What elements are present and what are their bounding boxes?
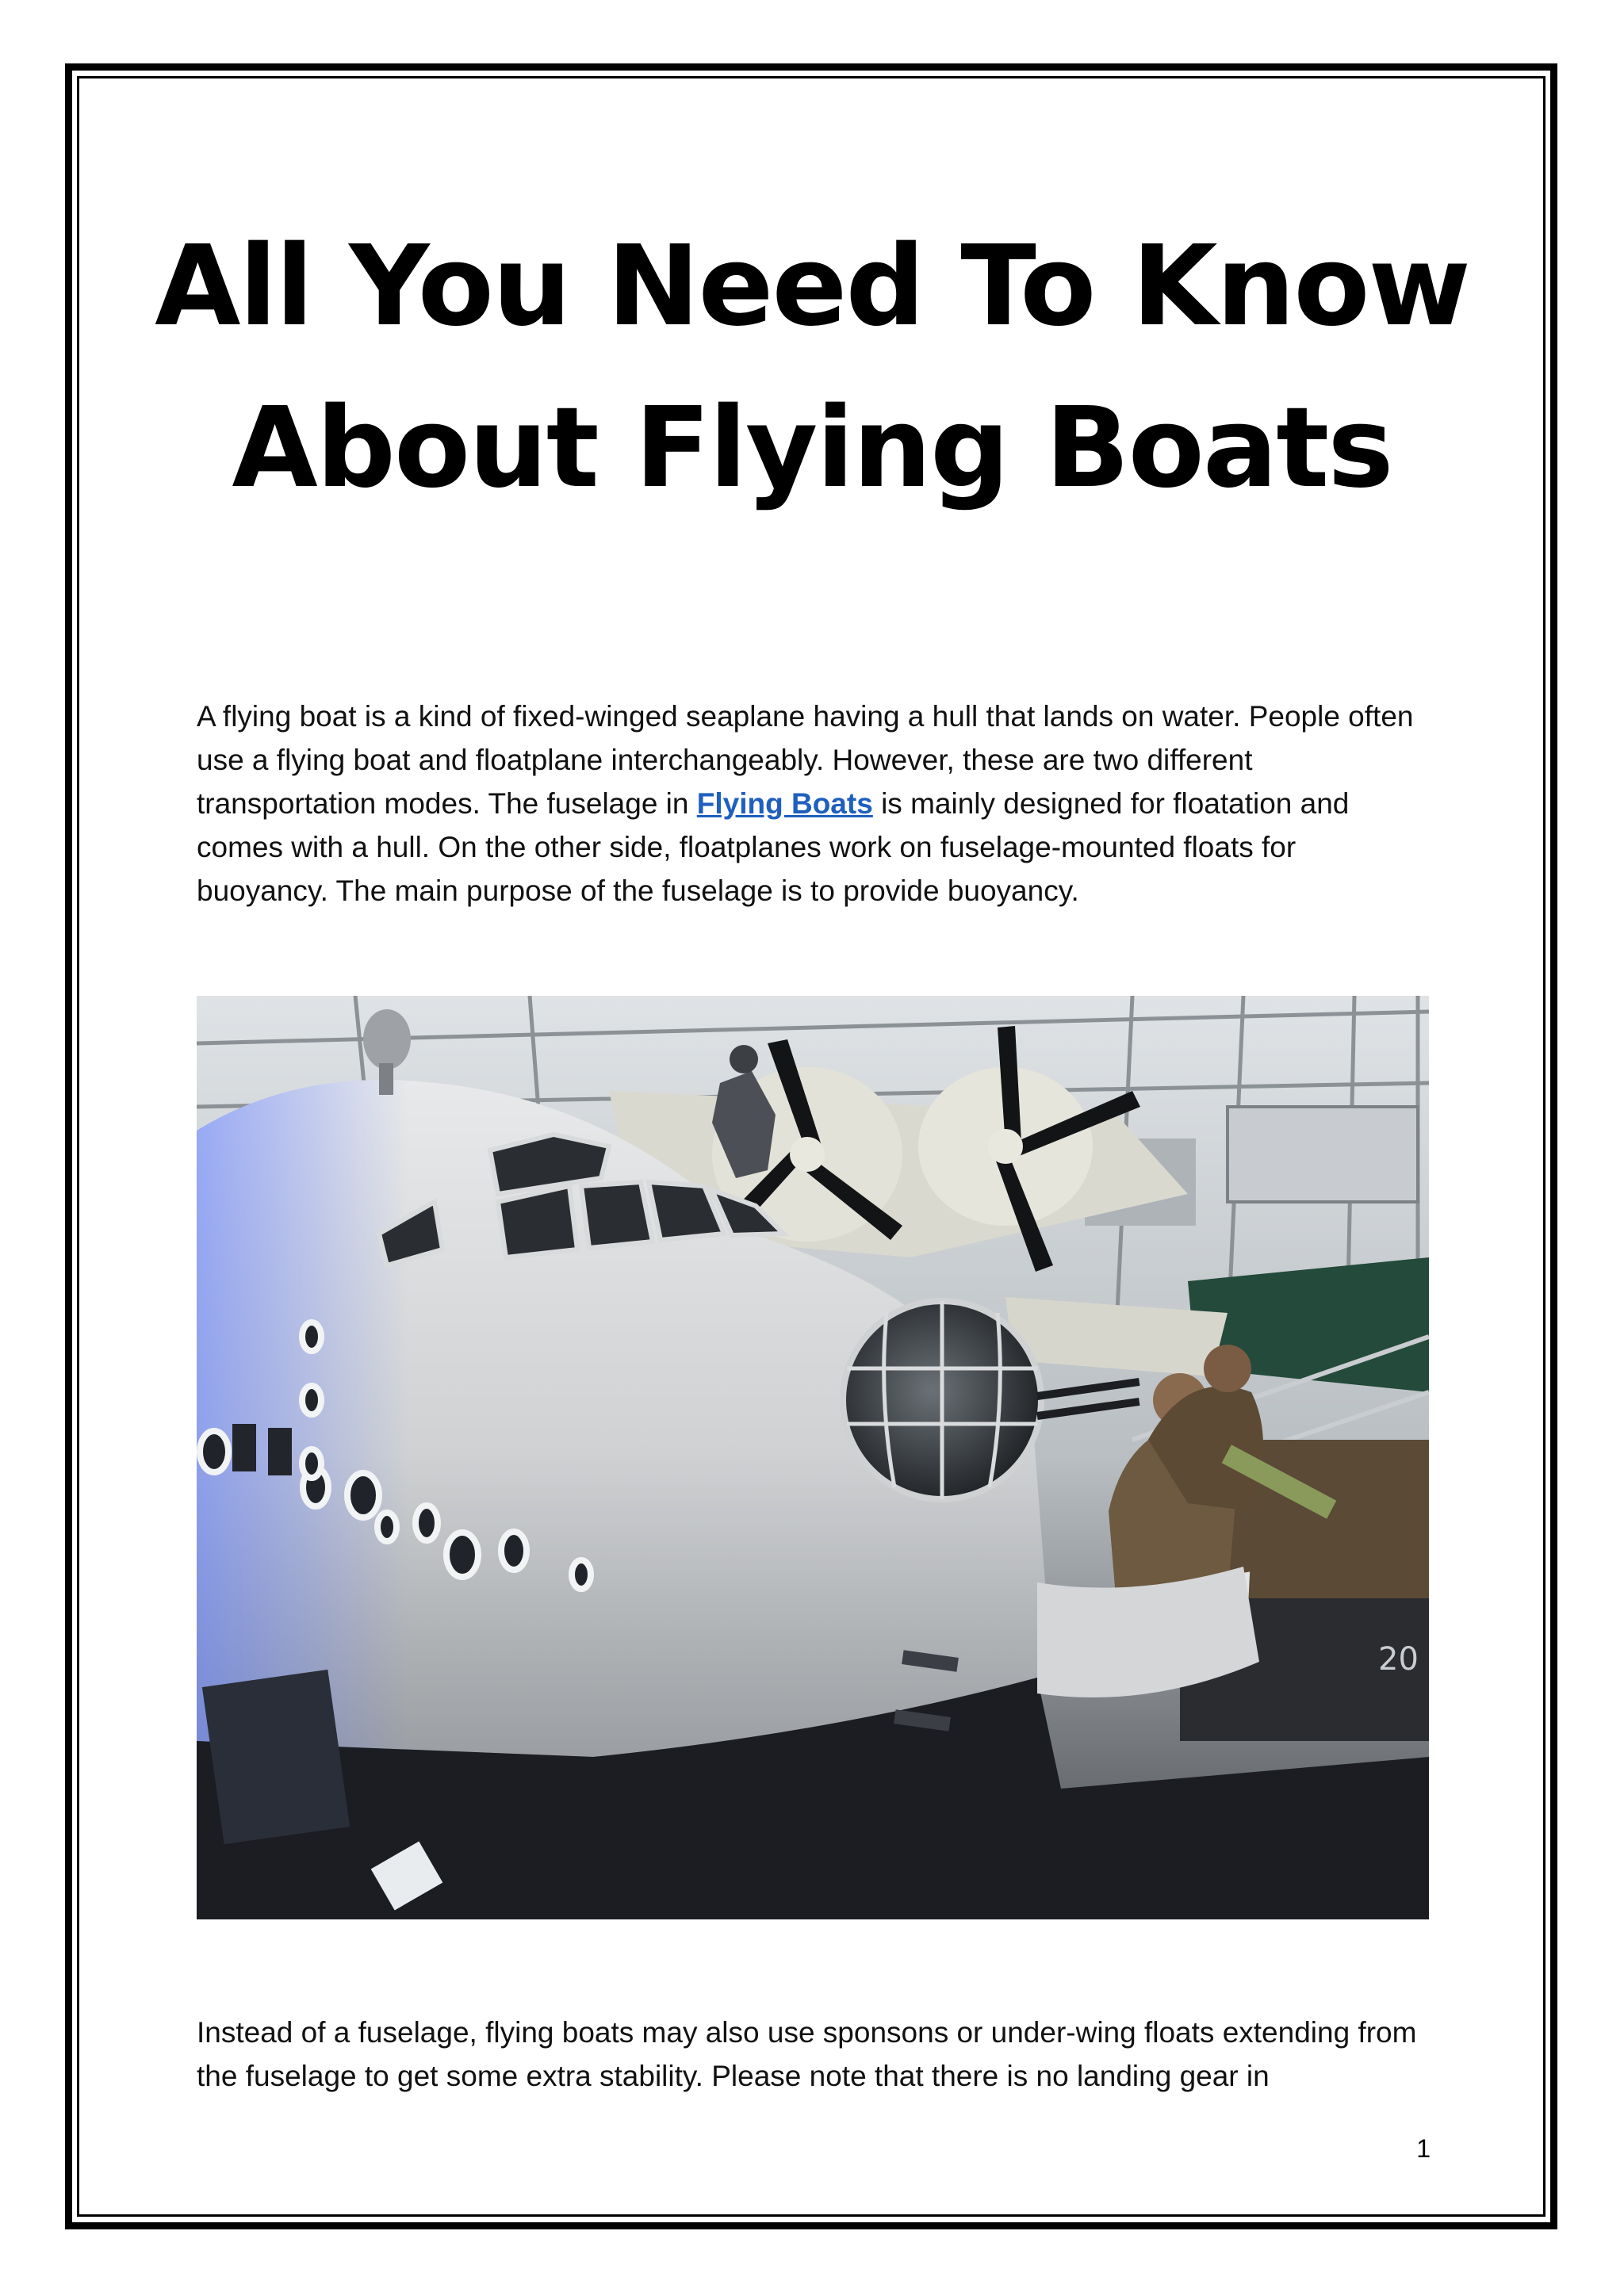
intro-text-after-link: is mainly designed for floatation and comes with a hull. On the other side, floatplanes work on fuselage-mounted floats for buoyancy. The main purpose of the fuselage is to provide buoyancy. bbox=[197, 787, 1350, 907]
page-number: 1 bbox=[1416, 2134, 1431, 2163]
intro-text-before-link: A flying boat is a kind of fixed-winged seaplane having a hull that lands on water. People often use a flying boat and floatplane interchangeably. However, these are two different transportation modes. The fuselage in bbox=[197, 700, 1414, 820]
hull-number: 20 bbox=[1378, 1641, 1419, 1678]
title-line-2: About Flying Boats bbox=[232, 384, 1392, 513]
second-paragraph: Instead of a fuselage, flying boats may also use sponsons or under-wing floats extending from the fuselage to get some extra stability. Please note that there is no landing gear in bbox=[197, 2016, 1417, 2092]
title-line-1: All You Need To Know bbox=[155, 222, 1469, 351]
flying-boats-link[interactable]: Flying Boats bbox=[696, 787, 873, 820]
document-title bbox=[127, 206, 1497, 530]
intro-paragraph bbox=[197, 695, 1434, 913]
flying-boat-photo bbox=[197, 996, 1429, 1919]
